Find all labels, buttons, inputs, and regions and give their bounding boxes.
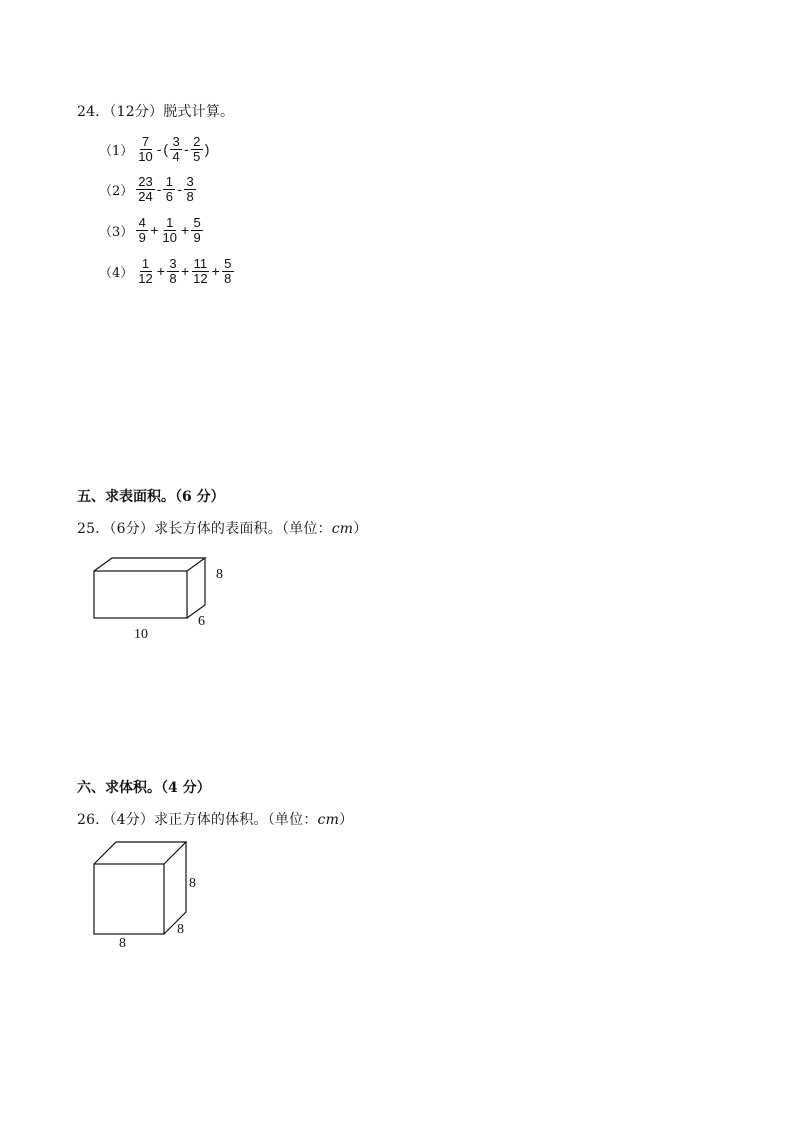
operator: + xyxy=(180,263,190,279)
fraction-numerator: 1 xyxy=(140,257,152,272)
q26-unit: cm xyxy=(317,812,340,828)
fraction-denominator: 12 xyxy=(193,270,208,286)
q24-expression-2 xyxy=(99,172,197,206)
operator: - xyxy=(156,141,162,157)
fraction-numerator: 5 xyxy=(191,216,203,231)
operator: - xyxy=(156,181,162,197)
fraction-numerator: 11 xyxy=(193,255,208,271)
operator: + xyxy=(211,263,220,279)
fraction-denominator: 8 xyxy=(186,188,194,204)
fraction-denominator: 24 xyxy=(138,188,153,204)
fraction xyxy=(222,257,234,286)
fraction-denominator: 10 xyxy=(162,229,177,245)
fraction xyxy=(163,175,175,204)
q24-expression-3 xyxy=(99,213,204,247)
fraction-denominator: 8 xyxy=(169,270,177,286)
fraction-denominator: 5 xyxy=(193,148,201,164)
cuboid-drawing xyxy=(90,555,240,645)
q26-title-close: ） xyxy=(339,812,354,828)
q25-title xyxy=(77,518,367,538)
operator: ( xyxy=(163,141,169,157)
fraction-numerator: 1 xyxy=(164,216,176,231)
q24-expression-4 xyxy=(99,254,235,288)
cube-height-label: 8 xyxy=(189,876,196,891)
cuboid-top-face xyxy=(94,558,205,571)
cube-top-face xyxy=(94,842,186,864)
fraction-numerator: 3 xyxy=(170,135,182,150)
operator: ) xyxy=(204,141,210,157)
fraction-denominator: 12 xyxy=(138,270,153,286)
fraction xyxy=(160,216,178,245)
expression-number: （2） xyxy=(99,183,134,199)
fraction-numerator: 2 xyxy=(191,135,203,150)
cuboid-length-label: 10 xyxy=(134,627,148,642)
cube-drawing xyxy=(90,838,210,953)
section6-title: 六、求体积。（4 分） xyxy=(77,780,211,796)
operator: + xyxy=(180,222,190,238)
cuboid-width-label: 6 xyxy=(198,614,205,629)
operator: + xyxy=(156,263,165,279)
fraction-denominator: 4 xyxy=(172,148,180,164)
fraction-denominator: 6 xyxy=(165,188,174,204)
operator: - xyxy=(184,141,189,157)
q25-title-text: 25．（6分）求长方体的表面积。（单位： xyxy=(77,521,332,537)
cube-front-face xyxy=(94,864,164,934)
fraction-numerator: 4 xyxy=(136,216,148,231)
expression-number: （4） xyxy=(99,265,134,281)
cuboid-height-label: 8 xyxy=(216,567,223,582)
fraction xyxy=(170,135,182,164)
q24-expression-1 xyxy=(99,132,210,166)
q25-unit: cm xyxy=(331,521,354,537)
fraction-denominator: 10 xyxy=(138,148,153,164)
fraction-numerator: 7 xyxy=(140,135,152,150)
fraction-numerator: 5 xyxy=(222,257,234,272)
cube-side-face xyxy=(164,842,186,934)
q26-title xyxy=(77,809,353,829)
fraction xyxy=(191,257,209,286)
q26-title-text: 26．（4分）求正方体的体积。（单位： xyxy=(77,812,318,828)
cuboid-figure xyxy=(90,555,240,649)
q24-title: 24．（12分）脱式计算。 xyxy=(77,104,235,120)
operator: + xyxy=(150,222,159,238)
cube-width-label: 8 xyxy=(177,922,184,937)
expression-number: （1） xyxy=(99,143,134,159)
cube-figure xyxy=(90,838,210,957)
fraction xyxy=(191,216,203,245)
fraction xyxy=(136,216,148,245)
cuboid-front-face xyxy=(94,571,187,618)
fraction xyxy=(136,257,154,286)
fraction-numerator: 23 xyxy=(138,173,153,189)
fraction-denominator: 8 xyxy=(224,270,232,286)
cube-length-label: 8 xyxy=(119,936,126,951)
q25-title-close: ） xyxy=(353,521,368,537)
fraction xyxy=(167,257,179,286)
fraction-numerator: 3 xyxy=(184,175,196,190)
section5-title: 五、求表面积。（6 分） xyxy=(77,489,225,505)
fraction-numerator: 1 xyxy=(163,175,175,190)
fraction xyxy=(136,175,154,204)
operator: - xyxy=(177,181,183,197)
fraction xyxy=(191,135,203,164)
fraction-denominator: 9 xyxy=(193,229,201,245)
fraction xyxy=(184,175,196,204)
fraction-numerator: 3 xyxy=(167,257,179,272)
expression-number: （3） xyxy=(99,224,134,240)
fraction-denominator: 9 xyxy=(138,229,146,245)
cuboid-side-face xyxy=(187,558,205,618)
fraction xyxy=(136,135,154,164)
